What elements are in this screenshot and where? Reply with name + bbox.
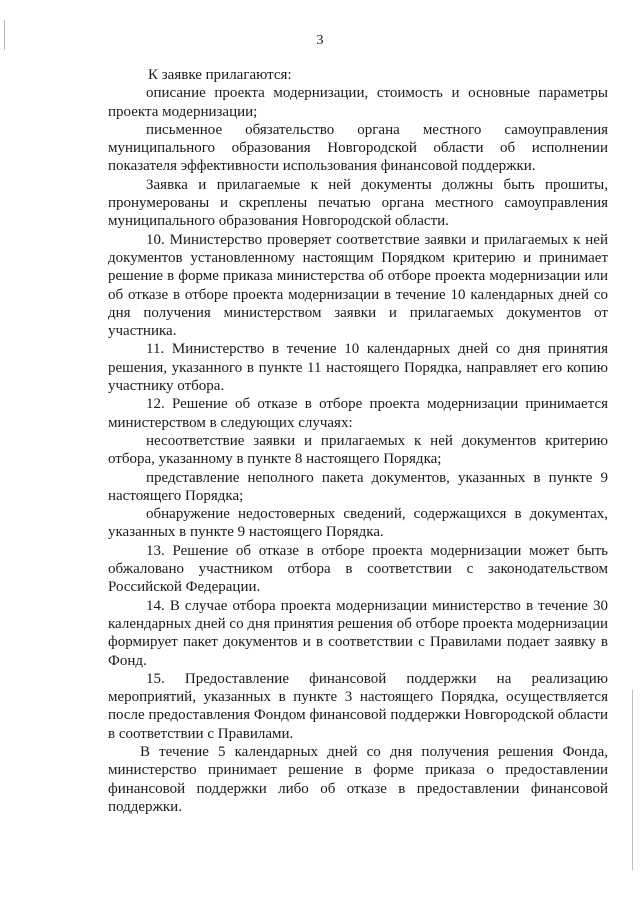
- paragraph-project-description: описание проекта модернизации, стоимость и основные параметры проекта модернизации;: [108, 85, 608, 120]
- paragraph-item-15: 15. Предоставление финансовой поддержки на реализацию мероприятий, указанных в пункте 3 настоящего Порядка, осуществляется после предоставления Фондом финансовой поддержки Новгородской области в соответствии с Правилами.: [108, 670, 608, 742]
- paragraph-case-noncompliance: несоответствие заявки и прилагаемых к ней документов критерию отбора, указанному в пункте 8 настоящего Порядка;: [108, 432, 608, 468]
- scan-edge-mark-right: [632, 690, 633, 870]
- paragraph-item-12: 12. Решение об отказе в отборе проекта модернизации принимается министерством в следующих случаях:: [108, 396, 608, 431]
- paragraph-case-incomplete: представление неполного пакета документов, указанных в пункте 9 настоящего Порядка;: [108, 469, 608, 504]
- paragraph-item-11: 11. Министерство в течение 10 календарных дней со дня принятия решения, указанного в пункте 11 настоящего Порядка, направляет его копию участнику отбора.: [108, 341, 608, 395]
- paragraph-item-10: 10. Министерство проверяет соответствие заявки и прилагаемых к ней документов установленному настоящим Порядком критерию и принимает решение в форме приказа министерства об отборе проекта модернизации или об отказе в отборе проекта модернизации в течение 10 календарных дней со дня получения министерством заявки и прилагаемых документов от участника.: [108, 231, 608, 340]
- paragraph-attachments-heading: К заявке прилагаются:: [148, 67, 292, 83]
- paragraph-fund-decision: В течение 5 календарных дней со дня получения решения Фонда, министерство принимает решение в форме приказа о предоставлении финансовой поддержки либо об отказе в предоставлении финансовой поддержки.: [108, 743, 608, 815]
- paragraph-case-false-info: обнаружение недостоверных сведений, содержащихся в документах, указанных в пункте 9 настоящего Порядка.: [108, 506, 608, 541]
- paragraph-written-obligation: письменное обязательство органа местного самоуправления муниципального образования Новгородской области об исполнении показателя эффективности использования финансовой поддержки.: [108, 121, 608, 175]
- paragraph-item-13: 13. Решение об отказе в отборе проекта модернизации может быть обжаловано участником отбора в соответствии с законодательством Российской Федерации.: [108, 542, 608, 596]
- document-body: [108, 66, 608, 816]
- paragraph-item-14: 14. В случае отбора проекта модернизации министерство в течение 30 календарных дней со дня принятия решения об отборе проекта модернизации формирует пакет документов и в соответствии с Правилами подает заявку в Фонд.: [108, 597, 608, 669]
- page-number: 3: [316, 33, 324, 48]
- paragraph-application-binding: Заявка и прилагаемые к ней документы должны быть прошиты, пронумерованы и скреплены печатью органа местного самоуправления муниципального образования Новгородской области.: [108, 176, 608, 230]
